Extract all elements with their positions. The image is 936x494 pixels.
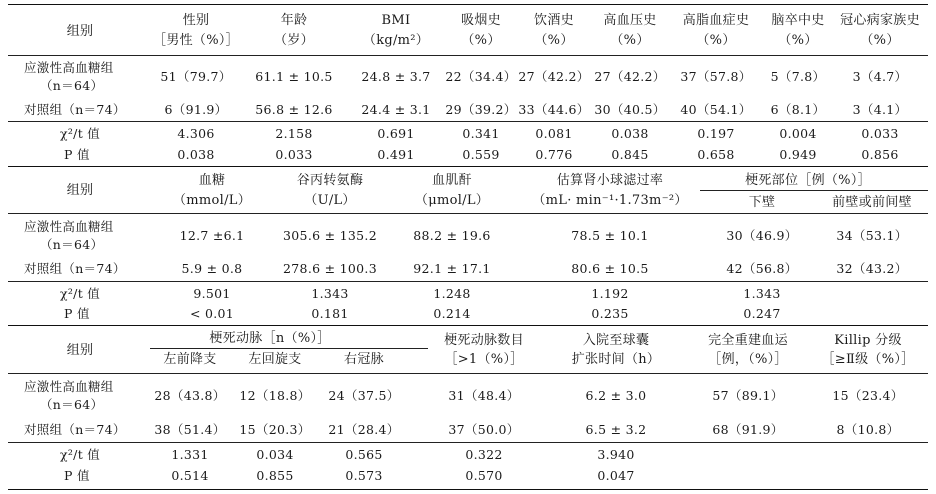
table-cell: 92.1 ± 17.1	[413, 261, 491, 276]
table-rule	[8, 213, 928, 214]
col-header-sex: 性别	[182, 13, 210, 28]
table-cell: 9.501	[193, 286, 231, 301]
table-cell: 15（20.3）	[239, 422, 311, 437]
table-cell: 0.047	[597, 468, 635, 483]
table-cell: 0.658	[697, 147, 735, 162]
table-cell: 22（34.4）	[445, 69, 517, 84]
table-cell: 30（46.9）	[726, 228, 798, 243]
table-cell: 5.9 ± 0.8	[181, 261, 243, 276]
table-rule	[8, 55, 928, 56]
table-cell: 56.8 ± 12.6	[255, 102, 333, 117]
row-label-p: P 值	[64, 147, 90, 162]
table-cell: 0.949	[779, 147, 817, 162]
col-header-stroke-unit: （%）	[778, 33, 818, 48]
table-rule	[8, 4, 928, 5]
table-cell: 27（42.2）	[594, 69, 666, 84]
table-rule	[8, 489, 928, 490]
table-cell: 24.4 ± 3.1	[361, 102, 431, 117]
table-cell: 88.2 ± 19.6	[413, 228, 491, 243]
table-cell: 6.5 ± 3.2	[585, 422, 647, 437]
row-label-group1-n: （n＝64）	[40, 237, 104, 252]
table-cell: 1.343	[311, 286, 349, 301]
col-header-bmi: BMI	[381, 13, 411, 28]
table-cell: 0.776	[535, 147, 573, 162]
table-cell: 0.038	[177, 147, 215, 162]
table-cell: 15（23.4）	[832, 388, 904, 403]
table-cell: 33（44.6）	[518, 102, 590, 117]
table-cell: 278.6 ± 100.3	[283, 261, 377, 276]
table-cell: 24（37.5）	[328, 388, 400, 403]
row-label-group2: 对照组（n＝74）	[24, 102, 126, 117]
col-header-door-to-balloon: 入院至球囊	[582, 333, 650, 348]
col-header-killip-unit: ［≥Ⅱ级（%）］	[821, 352, 915, 367]
col-header-hyperlipidemia: 高脂血症史	[682, 13, 750, 28]
table-cell: 29（39.2）	[445, 102, 517, 117]
col-header-smoking-unit: （%）	[461, 33, 501, 48]
table-cell: 6（8.1）	[770, 102, 826, 117]
row-label-stat: χ²/t 值	[60, 286, 101, 301]
row-label-stat: χ²/t 值	[60, 126, 101, 141]
row-label-group1: 应激性高血糖组	[24, 219, 114, 234]
row-label-group1-n: （n＝64）	[40, 78, 104, 93]
col-header-age-unit: （岁）	[274, 33, 314, 48]
table-cell: 12（18.8）	[239, 388, 311, 403]
col-header-lcx: 左回旋支	[248, 352, 302, 367]
col-header-killip: Killip 分级	[834, 333, 902, 348]
table-cell: 68（91.9）	[712, 422, 784, 437]
table-cell: 2.158	[275, 126, 313, 141]
table-cell: 37（57.8）	[680, 69, 752, 84]
table-cell: 0.247	[743, 306, 781, 321]
table-cell: 21（28.4）	[328, 422, 400, 437]
table-cell: 6.2 ± 3.0	[585, 388, 647, 403]
col-header-lad: 左前降支	[163, 352, 217, 367]
col-header-egfr-unit: （mL· min⁻¹·1.73m⁻²）	[532, 193, 688, 208]
col-header-creatinine-unit: （μmol/L）	[414, 193, 490, 208]
table-cell: 8（10.8）	[836, 422, 900, 437]
table-cell: 28（43.8）	[154, 388, 226, 403]
table-cell: 3（4.1）	[852, 102, 908, 117]
table-cell: 0.033	[861, 126, 899, 141]
table-cell: 1.331	[171, 447, 209, 462]
table-cell: 40（54.1）	[680, 102, 752, 117]
table-cell: 27（42.2）	[518, 69, 590, 84]
table-cell: 0.559	[462, 147, 500, 162]
col-header-rca: 右冠脉	[344, 352, 384, 367]
table-cell: 0.855	[256, 468, 294, 483]
col-header-inferior: 下壁	[748, 195, 776, 210]
table-cell: 0.341	[462, 126, 500, 141]
table-cell: 31（48.4）	[448, 388, 520, 403]
col-header-bmi-unit: （kg/m²）	[362, 33, 430, 48]
col-header-artery-count: 梗死动脉数目	[444, 333, 524, 348]
col-header-infarct-site: 梗死部位［例（%）］	[745, 173, 871, 188]
table-cell: 0.038	[611, 126, 649, 141]
table-cell: < 0.01	[189, 306, 235, 321]
col-header-group: 组别	[66, 24, 94, 39]
table-rule	[8, 281, 928, 282]
row-label-p: P 值	[64, 306, 90, 321]
col-header-family-history: 冠心病家族史	[840, 13, 920, 28]
header-rule	[150, 348, 428, 349]
table-cell: 1.343	[743, 286, 781, 301]
row-label-group2: 对照组（n＝74）	[24, 261, 126, 276]
table-cell: 0.081	[535, 126, 573, 141]
table-cell: 51（79.7）	[160, 69, 232, 84]
col-header-glucose-unit: （mmol/L）	[172, 193, 252, 208]
table-cell: 24.8 ± 3.7	[361, 69, 431, 84]
table-cell: 78.5 ± 10.1	[571, 228, 649, 243]
table-cell: 32（43.2）	[836, 261, 908, 276]
table-cell: 42（56.8）	[726, 261, 798, 276]
table-cell: 305.6 ± 135.2	[283, 228, 377, 243]
table-cell: 37（50.0）	[448, 422, 520, 437]
table-cell: 0.573	[345, 468, 383, 483]
table-cell: 30（40.5）	[594, 102, 666, 117]
table-cell: 3（4.7）	[852, 69, 908, 84]
table-cell: 1.192	[591, 286, 629, 301]
col-header-alt-unit: （U/L）	[304, 193, 356, 208]
table-cell: 0.514	[171, 468, 209, 483]
header-rule	[700, 190, 928, 191]
col-header-group: 组别	[66, 183, 94, 198]
row-label-group2: 对照组（n＝74）	[24, 422, 126, 437]
col-header-revascularization: 完全重建血运	[708, 333, 788, 348]
col-header-hypertension-unit: （%）	[610, 33, 650, 48]
table-cell: 0.322	[465, 447, 503, 462]
table-cell: 5（7.8）	[770, 69, 826, 84]
table-cell: 0.034	[256, 447, 294, 462]
col-header-group: 组别	[66, 343, 94, 358]
col-header-hypertension: 高血压史	[603, 13, 657, 28]
table-cell: 3.940	[597, 447, 635, 462]
table-cell: 80.6 ± 10.5	[571, 261, 649, 276]
col-header-door-to-balloon-unit: 扩张时间（h）	[571, 352, 661, 367]
table-cell: 4.306	[177, 126, 215, 141]
col-header-artery-count-unit: ［>1（%）］	[444, 352, 524, 367]
table-cell: 0.565	[345, 447, 383, 462]
table-rule	[8, 166, 928, 167]
table-cell: 0.181	[311, 306, 349, 321]
table-cell: 0.491	[377, 147, 415, 162]
table-cell: 0.004	[779, 126, 817, 141]
table-cell: 0.691	[377, 126, 415, 141]
col-header-infarct-artery: 梗死动脉［n（%）］	[209, 331, 331, 346]
table-cell: 0.845	[611, 147, 649, 162]
row-label-group1: 应激性高血糖组	[24, 379, 114, 394]
table-cell: 0.570	[465, 468, 503, 483]
col-header-egfr: 估算肾小球滤过率	[556, 173, 664, 188]
table-cell: 0.235	[591, 306, 629, 321]
table-cell: 57（89.1）	[712, 388, 784, 403]
col-header-drinking-unit: （%）	[534, 33, 574, 48]
table-cell: 0.033	[275, 147, 313, 162]
row-label-group1-n: （n＝64）	[40, 397, 104, 412]
row-label-p: P 值	[64, 468, 90, 483]
col-header-revascularization-unit: ［例，（%）］	[708, 352, 788, 367]
table-cell: 34（53.1）	[836, 228, 908, 243]
table-cell: 61.1 ± 10.5	[255, 69, 333, 84]
col-header-alt: 谷丙转氨酶	[296, 173, 364, 188]
col-header-stroke: 脑卒中史	[771, 13, 825, 28]
table-cell: 12.7 ±6.1	[179, 228, 245, 243]
col-header-hyperlipidemia-unit: （%）	[696, 33, 736, 48]
table-rule	[8, 373, 928, 374]
col-header-age: 年龄	[280, 13, 308, 28]
col-header-anterior: 前壁或前间壁	[832, 195, 912, 210]
col-header-sex-unit: ［男性（%）］	[153, 33, 239, 48]
table-rule	[8, 121, 928, 122]
table-cell: 0.214	[433, 306, 471, 321]
row-label-stat: χ²/t 值	[60, 447, 101, 462]
table-rule	[8, 442, 928, 443]
table-cell: 38（51.4）	[154, 422, 226, 437]
table-rule	[8, 325, 928, 326]
row-label-group1: 应激性高血糖组	[24, 60, 114, 75]
table-cell: 1.248	[433, 286, 471, 301]
table-cell: 0.856	[861, 147, 899, 162]
table-cell: 6（91.9）	[164, 102, 228, 117]
col-header-drinking: 饮酒史	[534, 13, 574, 28]
col-header-creatinine: 血肌酐	[432, 173, 472, 188]
col-header-glucose: 血糖	[198, 173, 226, 188]
col-header-smoking: 吸烟史	[461, 13, 501, 28]
col-header-family-history-unit: （%）	[860, 33, 900, 48]
table-cell: 0.197	[697, 126, 735, 141]
